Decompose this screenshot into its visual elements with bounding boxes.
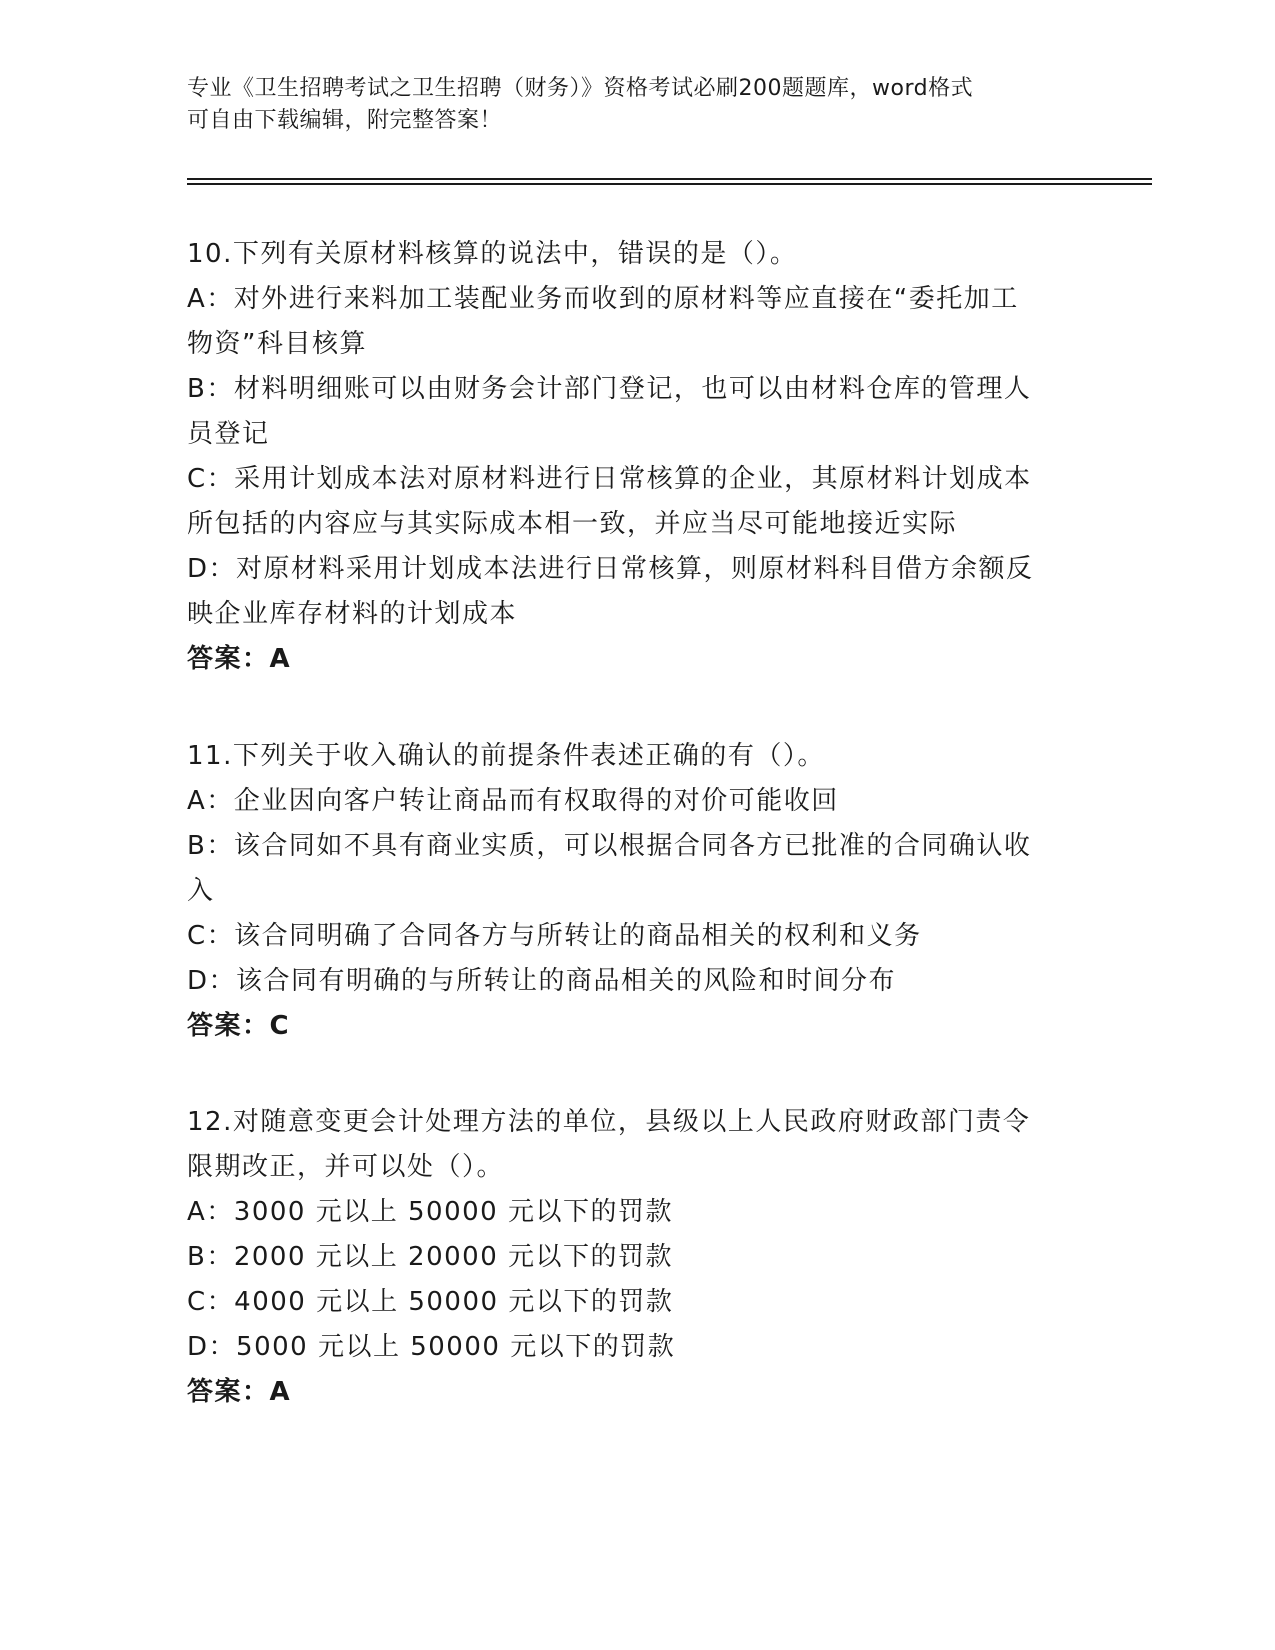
question-11-option-c: C：该合同明确了合同各方与所转让的商品相关的权利和义务 [187,921,922,951]
question-12-answer: 答案：A [187,1377,292,1407]
question-12-option-d: D：5000 元以上 50000 元以下的罚款 [187,1332,676,1362]
question-10-option-c: C：采用计划成本法对原材料进行日常核算的企业，其原材料计划成本 [187,464,1032,494]
question-11-option-d: D：该合同有明确的与所转让的商品相关的风险和时间分布 [187,966,897,996]
question-10-option-a: A：对外进行来料加工装配业务而收到的原材料等应直接在“委托加工 [187,284,1019,314]
question-10-option-d: D：对原材料采用计划成本法进行日常核算，则原材料科目借方余额反 [187,554,1034,584]
question-11-option-b: B：该合同如不具有商业实质，可以根据合同各方已批准的合同确认收 [187,831,1032,861]
header-divider-top [187,178,1152,180]
question-10-option-a-cont: 物资”科目核算 [187,329,367,359]
question-11 [187,734,1087,1049]
question-12 [187,1100,1087,1415]
question-12-option-a: A：3000 元以上 50000 元以下的罚款 [187,1197,673,1227]
question-10 [187,232,1087,682]
header-line-2: 可自由下载编辑，附完整答案！ [187,108,503,133]
question-12-option-b: B：2000 元以上 20000 元以下的罚款 [187,1242,674,1272]
document-header [187,73,1087,137]
question-12-option-c: C：4000 元以上 50000 元以下的罚款 [187,1287,674,1317]
header-divider-bottom [187,183,1152,185]
question-10-option-d-cont: 映企业库存材料的计划成本 [187,599,518,629]
question-10-option-b: B：材料明细账可以由财务会计部门登记，也可以由材料仓库的管理人 [187,374,1032,404]
question-10-answer: 答案：A [187,644,292,674]
question-11-stem: 11.下列关于收入确认的前提条件表述正确的有（）。 [187,741,825,771]
question-11-answer: 答案：C [187,1011,291,1041]
question-10-option-c-cont: 所包括的内容应与其实际成本相一致，并应当尽可能地接近实际 [187,509,958,539]
question-11-option-a: A：企业因向客户转让商品而有权取得的对价可能收回 [187,786,839,816]
question-11-option-b-cont: 入 [187,876,215,906]
question-12-stem: 12.对随意变更会计处理方法的单位，县级以上人民政府财政部门责令 [187,1107,1031,1137]
question-10-option-b-cont: 员登记 [187,419,270,449]
header-line-1: 专业《卫生招聘考试之卫生招聘（财务）》资格考试必刷200题题库，word格式 [187,76,974,101]
question-10-stem: 10.下列有关原材料核算的说法中，错误的是（）。 [187,239,798,269]
question-12-stem-cont: 限期改正，并可以处（）。 [187,1152,505,1182]
